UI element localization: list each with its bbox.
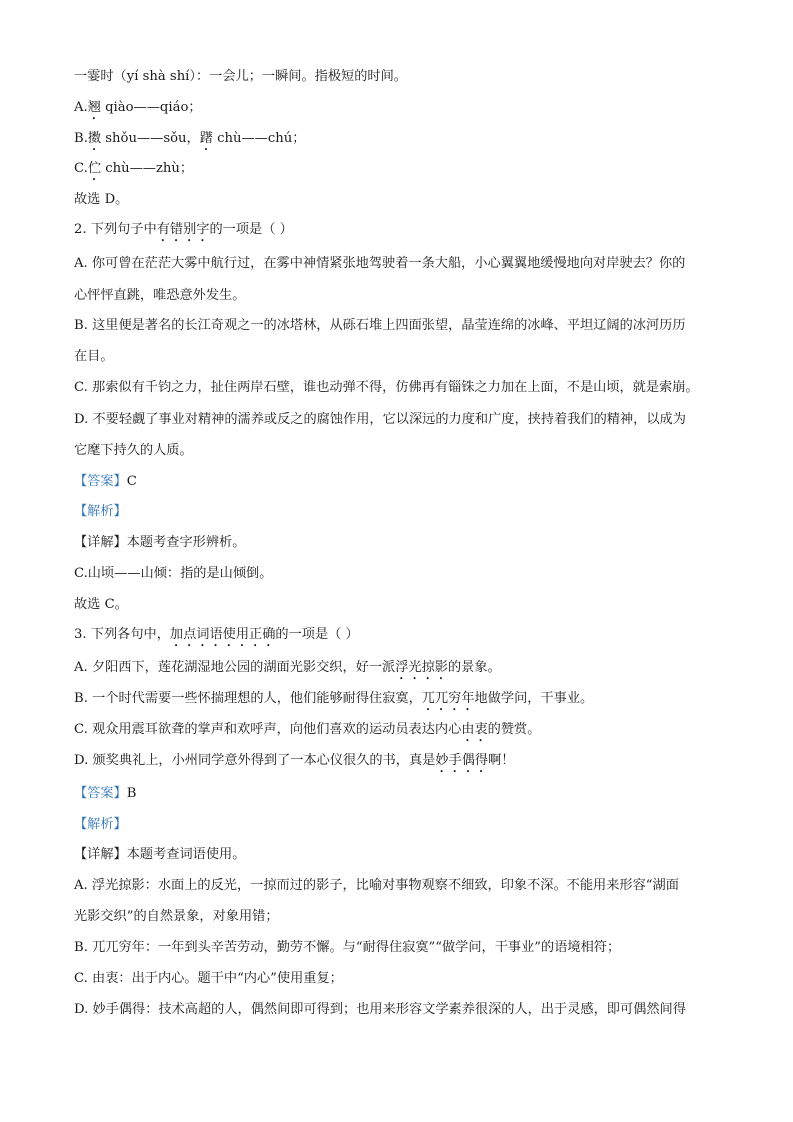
q3-explanation-a-line1: A. 浮光掠影：水面上的反光，一掠而过的影子，比喻对事物观察不细致，印象不深。不能用来形容“湖面 [74, 878, 679, 893]
q2-option-b-line1: B. 这里便是著名的长江奇观之一的冰塔林，从砾石堆上四面张望，晶莹连绵的冰峰、平坦辽阔的冰河历历 [74, 318, 686, 333]
q3-analysis-label: 【解析】 [74, 817, 127, 832]
pinyin-correction-b: B.擞 shǒu——sǒu，躇 chù——chú； [74, 131, 306, 146]
q3-answer [74, 785, 723, 803]
q2-detail: 【详解】本题考查字形辨析。 [74, 535, 246, 550]
q2-conclusion: 故选 C。 [74, 597, 128, 612]
q3-option-c: C. 观众用震耳欲聋的掌声和欢呼声，向他们喜欢的运动员表达内心由衷的赞赏。 [74, 722, 541, 737]
q3-option-d: D. 颁奖典礼上，小州同学意外得到了一本心仪很久的书，真是妙手偶得啊！ [74, 753, 515, 768]
q2-explanation: C.山顷——山倾：指的是山倾倒。 [74, 566, 273, 581]
answer-value: C [126, 474, 137, 489]
q3-explanation-c: C. 由衷：出于内心。题干中“内心”使用重复； [74, 971, 343, 986]
q2-analysis-label: 【解析】 [74, 504, 127, 519]
answer-label: 【答案】 [74, 786, 127, 801]
answer-value: B [126, 786, 137, 801]
q1-conclusion: 故选 D。 [74, 192, 129, 207]
q3-option-b: B. 一个时代需要一些怀揣理想的人，他们能够耐得住寂寞，兀兀穷年地做学问，干事业。 [74, 691, 594, 706]
q2-option-b-line2: 在目。 [74, 349, 114, 364]
q2-stem: 2. 下列句子中有错别字的一项是（ ） [74, 222, 293, 237]
q3-detail: 【详解】本题考查词语使用。 [74, 847, 246, 862]
answer-label: 【答案】 [74, 474, 127, 489]
definition-line: 一霎时（yí shà shí）：一会儿；一瞬间。指极短的时间。 [74, 69, 407, 84]
q2-option-a-line1: A. 你可曾在茫茫大雾中航行过，在雾中神情紧张地驾驶着一条大船，小心翼翼地缓慢地向对岸驶去？你的 [74, 256, 686, 271]
q2-answer [74, 473, 723, 491]
q3-explanation-a-line2: 光影交织”的自然景象，对象用错； [74, 909, 279, 924]
q3-explanation-b: B. 兀兀穷年：一年到头辛苦劳动，勤劳不懈。与“耐得住寂寞”“做学问，干事业”的语境相符； [74, 940, 621, 955]
q2-option-a-line2: 心怦怦直跳，唯恐意外发生。 [74, 288, 246, 303]
pinyin-correction-a: A.翘 qiào——qiáo； [74, 100, 202, 115]
q2-option-d-line1: D. 不要轻觑了事业对精神的濡养或反之的腐蚀作用，它以深远的力度和广度，挟持着我们的精神，以成为 [74, 412, 686, 427]
q3-explanation-d: D. 妙手偶得：技术高超的人，偶然间即可得到；也用来形容文学素养很深的人，出于灵感，即可偶然间得 [74, 1002, 686, 1017]
q3-stem: 3. 下列各句中，加点词语使用正确的一项是（ ） [74, 627, 359, 642]
q3-option-a: A. 夕阳西下，莲花湖湿地公园的湖面光影交织，好一派浮光掠影的景象。 [74, 660, 501, 675]
q2-option-d-line2: 它麾下持久的人质。 [74, 443, 193, 458]
q2-option-c: C. 那索似有千钧之力，扯住两岸石壁，谁也动弹不得，仿佛再有锱铢之力加在上面，不是山顷，就是索崩。 [74, 380, 699, 395]
pinyin-correction-c: C.伫 chù——zhù； [74, 161, 194, 176]
